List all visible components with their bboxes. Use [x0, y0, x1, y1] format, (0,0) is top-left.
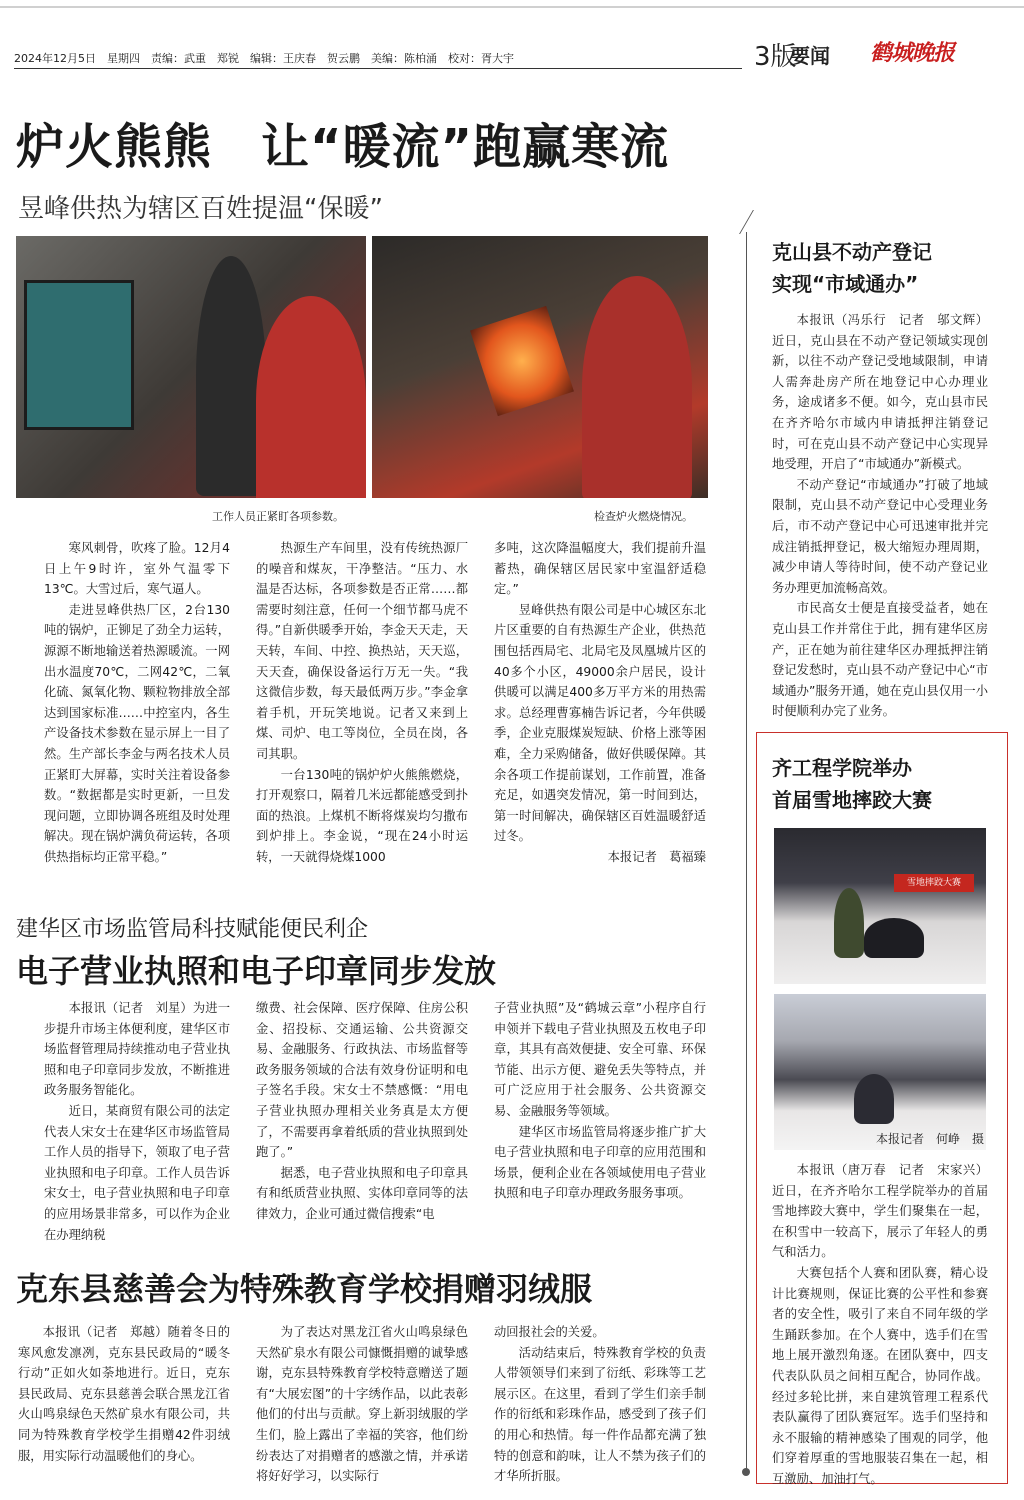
- article3-column-1: [18, 1322, 230, 1466]
- byline: 本报记者 葛福臻: [607, 849, 706, 864]
- article1-column-2: [256, 538, 468, 868]
- paragraph: 缴费、社会保障、医疗保障、住房公积金、招投标、交通运输、公共资源交易、金融服务、行政执法、市场监督等政务服务领域的合法有效身份证明和电子签名手段。宋女士不禁感慨：“用电子营业执照办理相关业务真是太方便了，不需要再拿着纸质的营业执照到处跑了。”: [256, 1001, 468, 1160]
- article3-title: 克东县慈善会为特殊教育学校捐赠羽绒服: [16, 1270, 593, 1308]
- article2-column-3: [494, 998, 706, 1204]
- sidebar1-title-line2: 实现“市域通办”: [772, 272, 919, 296]
- paragraph: 子营业执照”及“鹤城云章”小程序自行申领并下载电子营业执照及五枚电子印章，其具有高效便捷、安全可靠、环保节能、出示方便、避免丢失等特点，并可广泛应用于社会服务、公共资源交易、金融服务等领域。: [494, 1001, 706, 1118]
- control-room-photo: [16, 236, 366, 498]
- sidebar1-title-line1: 克山县不动产登记: [772, 240, 932, 264]
- article2-column-1: [44, 998, 230, 1245]
- paragraph: 昱峰供热有限公司是中心城区东北片区重要的自有热源生产企业，供热范围包括西局宅、北局宅及凤凰城片区的40多个小区，49000余户居民，设计供暖可以满足400多万平方米的用热需求。总经理曹寡楠告诉记者，今年供暖季，企业克服煤炭短缺、价格上涨等困难，全力采购储备，做好供暖保障。其余各项工作提前谋划，工作前置，准备充足，如遇突发情况，第一时间到达，第一时间解决，确保辖区百姓温暖舒适过冬。: [494, 602, 706, 844]
- sidebar-rule-end: [742, 1468, 750, 1476]
- sidebar2-title-line2: 首届雪地摔跤大赛: [772, 788, 932, 812]
- wrestling-photo-1: [774, 828, 986, 984]
- masthead-logo: 鹤城晚报: [870, 40, 955, 66]
- article1-title: 炉火熊熊 让“暖流”跑赢寒流: [16, 119, 670, 175]
- paragraph: 市民高女士便是直接受益者，她在克山县工作并常住于此，拥有建华区房产，正在她为前往建华区办理抵押注销登记发愁时，克山县不动产登记中心“市域通办”服务开通，她在克山县仅用一小时便顺利办完了业务。: [772, 601, 988, 719]
- paragraph: 本报讯（记者 郑越）随着冬日的寒风愈发凛冽，克东县民政局的“暖冬行动”正如火如荼地进行。近日，克东县民政局、克东县慈善会联合黑龙江省火山鸣泉绿色天然矿泉水有限公司，共同为特殊教育学校学生捐赠42件羽绒服，用实际行动温暖他们的身心。: [18, 1325, 230, 1463]
- paragraph: 本报讯（记者 刘星）为进一步提升市场主体便利度，建华区市场监督管理局持续推动电子营业执照和电子印章同步发放，不断推进政务服务智能化。: [44, 1001, 230, 1098]
- article2-title: 电子营业执照和电子印章同步发放: [16, 952, 497, 990]
- page-number: 3版: [754, 42, 797, 72]
- article1-column-3: [494, 538, 706, 868]
- monitor-screen: [24, 280, 134, 430]
- paragraph: 不动产登记“市域通办”打破了地域限制，克山县不动产登记中心受理业务后，市不动产登记中心可迅速审批并完成注销抵押登记，极大缩短办理周期，减少申请人等待时间，使不动产登记业务办理更加流畅高效。: [772, 477, 988, 595]
- banner-text: 雪地摔跤大赛: [906, 878, 961, 888]
- article1-column-1: [44, 538, 230, 868]
- article2-column-2: [256, 998, 468, 1225]
- person-figure: [834, 888, 864, 958]
- event-banner: [894, 874, 974, 892]
- person-figure: [854, 1074, 894, 1124]
- section-label: 要闻: [790, 44, 830, 68]
- sidebar-rule-top: [739, 210, 765, 234]
- article3-column-2: [256, 1322, 468, 1487]
- paragraph: 本报讯（冯乐行 记者 邬文辉）近日，克山县在不动产登记领域实现创新，以往不动产登记受地域限制，申请人需奔赴房产所在地登记中心办理业务，途成诸多不便。如今，克山县市民在齐齐哈尔市域内申请抵押注销登记时，可在克山县不动产登记中心实现异地受理，开启了“市域通办”新模式。: [772, 313, 988, 472]
- header-rule: [14, 68, 742, 69]
- sidebar1-body: [772, 310, 988, 722]
- paragraph: 热源生产车间里，没有传统热源厂的噪音和煤灰，干净整洁。“压力、水温是否达标，各项参数是否正常……都需要时刻注意，任何一个细节都马虎不得。”自新供暖季开始，李金天天走，天天转，车间、中控、换热站，天天巡，天天查，确保设备运行万无一失。“我这微信步数，每天最低两万步。”李金拿着手机，开玩笑地说。记者又来到上煤、司炉、电工等岗位，全员在岗，各司其职。: [256, 541, 468, 761]
- boiler-photo: [372, 236, 708, 498]
- sidebar2-title-line1: 齐工程学院举办: [772, 756, 912, 780]
- paragraph: 为了表达对黑龙江省火山鸣泉绿色天然矿泉水有限公司慷慨捐赠的诚挚感谢，克东县特殊教育学校特意赠送了题有“大展宏图”的十字绣作品，以此表彰他们的付出与贡献。穿上新羽绒服的学生们，脸上露出了幸福的笑容，他们纷纷表达了对捐赠者的感激之情，并承诺将好好学习，以实际行: [256, 1325, 468, 1484]
- paragraph: 多吨，这次降温幅度大，我们提前升温蓄热，确保辖区居民家中室温舒适稳定。”: [494, 541, 706, 597]
- photo-caption-2: 检查炉火燃烧情况。: [594, 510, 693, 523]
- article2-subtitle: 建华区市场监管局科技赋能便民利企: [16, 917, 369, 942]
- paragraph: 本报讯（唐万春 记者 宋家兴）近日，在齐齐哈尔工程学院举办的首届雪地摔跤大赛中，学生们聚集在一起，在积雪中一较高下，展示了年轻人的勇气和活力。: [772, 1163, 988, 1260]
- paragraph: 动回报社会的关爱。: [494, 1325, 605, 1339]
- paragraph: 走进昱峰供热厂区，2台130吨的锅炉，正铆足了劲全力运转，源源不断地输送着热源暖流。一网出水温度70℃，二网42℃，二氧化硫、氮氧化物、颗粒物排放全部达到国家标准……中控室内，各生产设备技术参数在显示屏上一目了然。生产部长李金与两名技术人员正紧盯大屏幕，实时关注着设备参数。“数据都是实时更新，一旦发现问题，立即协调各班组及时处理解决。现在锅炉满负荷运转，各项供热指标均正常平稳。”: [44, 602, 230, 864]
- sidebar2-body: [772, 1160, 988, 1490]
- sidebar-rule: [746, 232, 747, 1472]
- header-meta: 2024年12月5日 星期四 责编：武重 郑锐 编辑：王庆春 贺云鹏 美编：陈柏涌 校对：胥大宇: [14, 52, 514, 65]
- paragraph: 据悉，电子营业执照和电子印章具有和纸质营业执照、实体印章同等的法律效力，企业可通过微信搜索“电: [256, 1165, 468, 1221]
- furnace-window: [470, 306, 574, 416]
- paragraph: 一台130吨的锅炉炉火熊熊燃烧，打开观察口，隔着几米远都能感受到扑面的热浪。上煤机不断将煤炭均匀撒布到炉排上。李金说，“现在24小时运转，一天就得烧煤1000: [256, 767, 468, 864]
- paragraph: 活动结束后，特殊教育学校的负责人带领领导们来到了衍纸、彩珠等工艺展示区。在这里，看到了学生们亲手制作的衍纸和彩珠作品，感受到了孩子们的用心和热情。每一件作品都充满了独特的创意和韵味，让人不禁为孩子们的才华所折服。: [494, 1345, 706, 1484]
- article3-column-3: [494, 1322, 706, 1487]
- photo-caption-1: 工作人员正紧盯各项参数。: [212, 510, 344, 523]
- person-figure: [864, 918, 924, 958]
- paragraph: 近日，某商贸有限公司的法定代表人宋女士在建华区市场监管局工作人员的指导下，领取了电子营业执照和电子印章。工作人员告诉宋女士，电子营业执照和电子印章的应用场景非常多，可以作为企业在办理纳税: [44, 1103, 230, 1242]
- wrestling-photo-2: [774, 994, 986, 1150]
- worker-figure: [582, 276, 692, 498]
- worker-figure: [256, 296, 366, 498]
- paragraph: 寒风刺骨，吹疼了脸。12月4日上午9时许，室外气温零下13℃。大雪过后，寒气逼人。: [44, 541, 230, 597]
- paragraph: 建华区市场监管局将逐步推广扩大电子营业执照和电子印章的应用范围和场景，便利企业在各领域使用电子营业执照和电子印章办理政务服务事项。: [494, 1124, 706, 1201]
- top-divider: [0, 6, 1024, 8]
- photo-credit: 本报记者 何峥 摄: [876, 1132, 985, 1146]
- article1-subtitle: 昱峰供热为辖区百姓提温“保暖”: [18, 194, 383, 224]
- paragraph: 大赛包括个人赛和团队赛，精心设计比赛规则，保证比赛的公平性和参赛者的安全性，吸引了来自不同年级的学生踊跃参加。在个人赛中，选手们在雪地上展开激烈角逐。在团队赛中，四支代表队队员之间相互配合，协同作战。经过多轮比拼，来自建筑管理工程系代表队赢得了团队赛冠军。选手们坚持和永不服输的精神感染了围观的同学，他们穿着厚重的雪地服装召集在一起，相互激励、加油打气。: [772, 1265, 988, 1486]
